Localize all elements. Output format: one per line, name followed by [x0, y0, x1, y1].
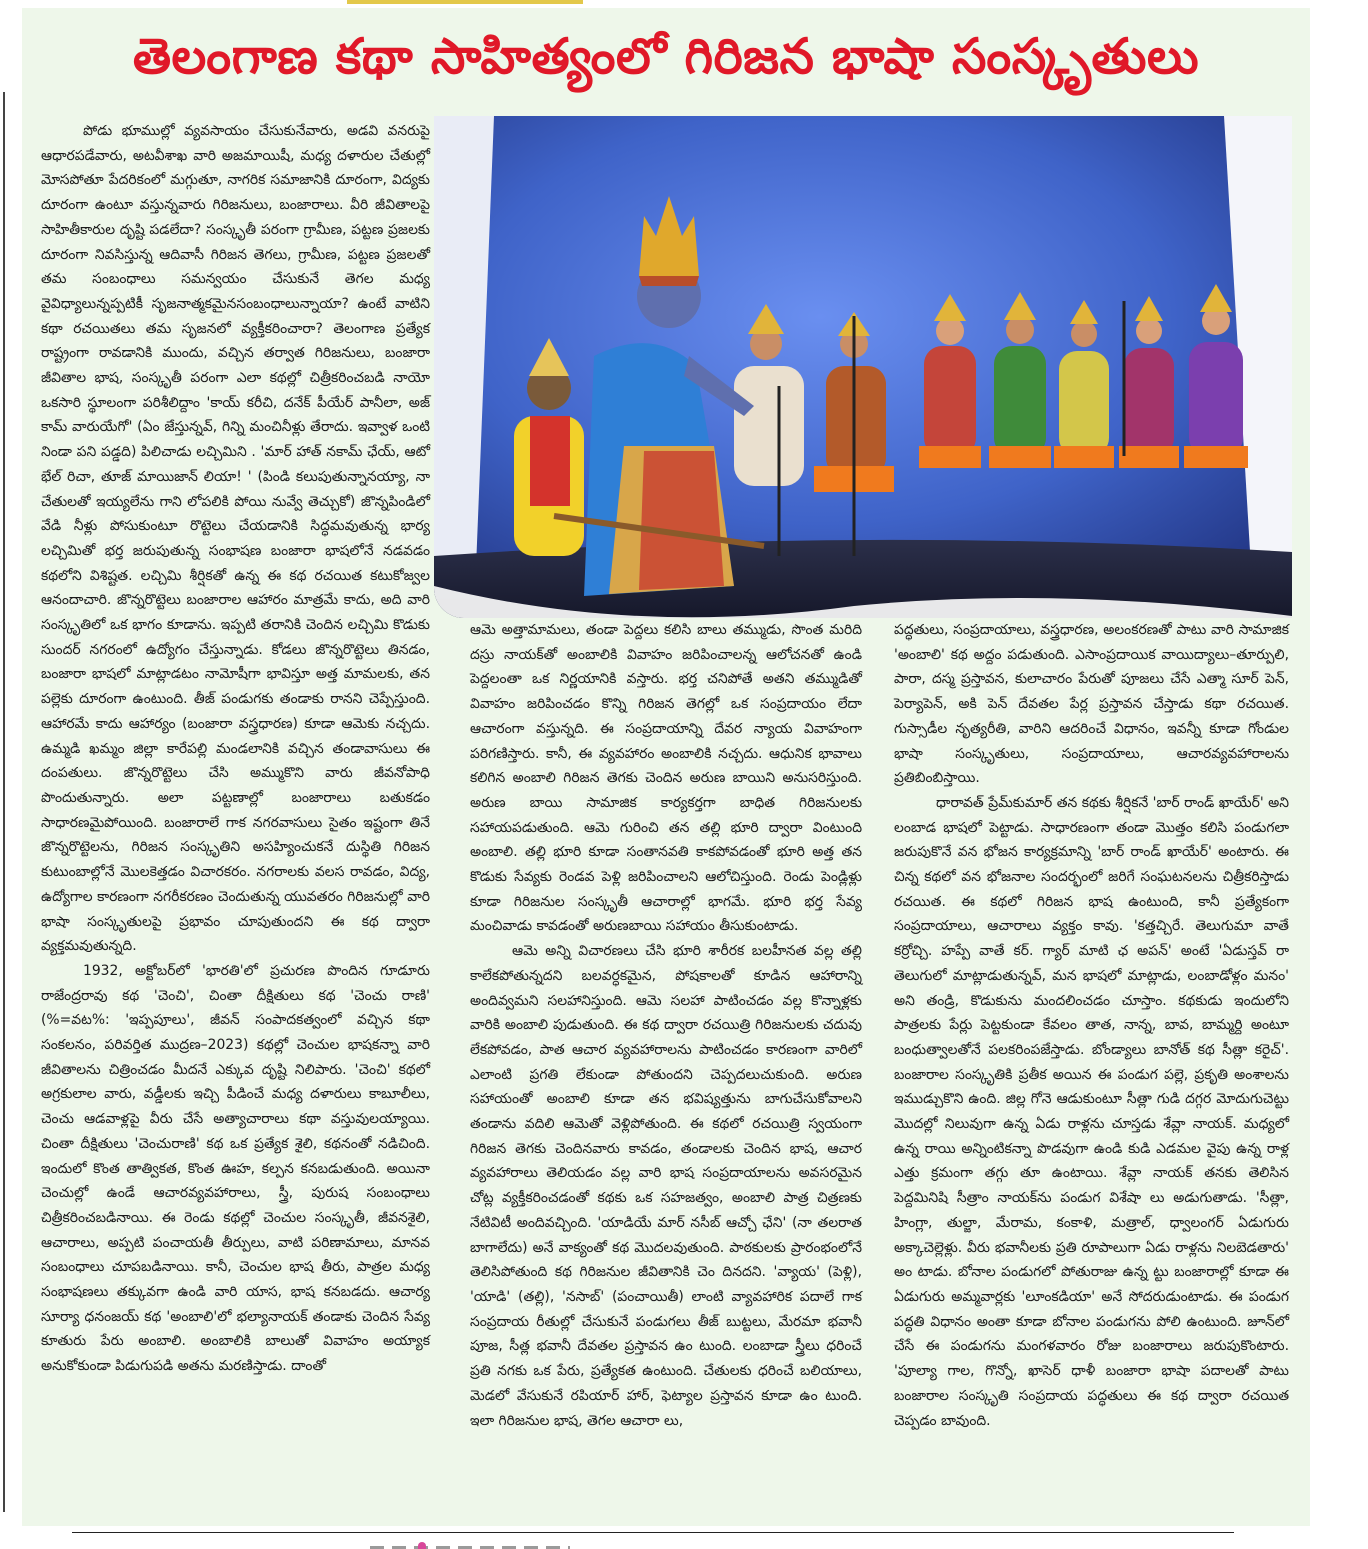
- paragraph: 1932, అక్టోబర్‌లో 'భారతి'లో ప్రచురణ పొందిన గూడూరు రాజేంద్రరావు కథ 'చెంచి', చింతా దీక్షితులు కథ 'చెంచు రాణి' (%=వట%: 'ఇప్పపూలు', జీవన్ సంపాదకత్వంలో వచ్చిన కథా సంకలనం, పరివర్తిత ముద్రణ–2023) కథల్లో చెంచుల భాషకన్నా వారి జీవితాలను చిత్రించడం మీదనే ఎక్కువ దృష్టి నిలిపారు. 'చెంచి' కథలో అగ్రకులాల వారు, వడ్డీలకు ఇచ్చి పీడించే మధ్య దళారులు కాబూలీలు, చెంచు ఆడవాళ్లపై వీరు చేసే అత్యాచారాలు కథా వస్తువులయ్యాయి. చింతా దీక్షితులు 'చెంచురాణి' కథ ఒక ప్రత్యేక శైలి, కథనంతో నడిచింది. ఇందులో కొంత తాత్వికత, కొంత ఊహ, కల్పన కనబడుతుంది. అయినా చెంచుల్లో ఉండే ఆచారవ్యవహారాలు, స్త్రీ, పురుష సంబంధాలు చిత్రీకరించబడినాయి. ఈ రెండు కథల్లో చెంచుల సంస్కృతీ, జీవనశైలి, ఆచారాలు, అప్పటి పంచాయతీ తీర్పులు, వాటి పరిణామాలు, మానవ సంబంధాలు చూపబడినాయి. కానీ, చెంచుల భాష తీరు, పాత్రల మధ్య సంభాషణలు తక్కువగా ఉండి వారి యాస, భాష కనబడదు. ఆచార్య సూర్యా ధనంజయ్ కథ 'అంబాలి'లో భల్యానాయక్ తండాకు చెందిన సేవ్య కూతురు పేరు అంబాలి. అంబాలికి బాలుతో వివాహం అయ్యాక అనుకోకుండా పిడుగుపడి అతను మరణిస్తాడు. దాంతో: [41, 962, 430, 1375]
- article-page: [22, 8, 1310, 1526]
- page-edge-rule: [3, 92, 5, 1512]
- paragraph: ఆమె అన్ని విచారణలు చేసి భూరి శారీరక బలహీనత వల్ల తల్లి కాలేకపోతున్నదని బలవర్ధకమైన, పోషకాలతో కూడిన ఆహారాన్ని అందివ్వమని సలహానిస్తుంది. ఆమె సలహా పాటించడం వల్ల కొన్నాళ్లకు వారికి అంబాలి పుడుతుంది. ఈ కథ ద్వారా రచయిత్రి గిరిజనులకు చదువు లేకపోవడం, పాత ఆచార వ్యవహారాలను పాటించడం కారణంగా వారిలో ఎలాంటి ప్రగతి లేకుండా పోతుందని చెప్పదలుచుకుంది. అరుణ సహాయంతో అంబాలి కూడా తన భవిష్యత్తును బాగుచేసుకోవాలని తండాను వదిలి ఆమెతో వెళ్లిపోతుంది. ఈ కథలో రచయిత్రి స్వయంగా గిరిజన తెగకు చెందినవారు కావడం, తండాలకు చెందిన భాష, ఆచార వ్యవహారాలు తెలియడం వల్ల వారి భాష సంప్రదాయాలను అవసరమైన చోట్ల వ్యక్తీకరించడంతో కథకు ఒక సహజత్వం, అంబాలి పాత్ర చిత్రణకు నేటివిటీ అందివచ్చింది. 'యాడియే మార్ నసీబ్ ఆచ్చో ఛేని' (నా తలరాత బాగాలేదు) అనే వాక్యంతో కథ మొదలవుతుంది. పాఠకులకు ప్రారంభంలోనే తెలిసిపోతుంది కథ గిరిజనుల జీవితానికి చెం దినదని. 'వ్యాయ' (పెళ్లి), 'యాడి' (తల్లి), 'నసాబ్' (పంచాయితీ) లాంటి వ్యావహారిక పదాలే గాక సంప్రదాయ రీతుల్లో చేసుకునే పండుగలు తీజ్ బుట్టలు, మేరమా భవానీ పూజ, సీత్ల భవానీ దేవతల ప్రస్తావన ఉం టుంది. లంబాడా స్త్రీలు ధరించే ప్రతి నగకు ఒక పేరు, ప్రత్యేకత ఉంటుంది. చేతులకు ధరించే బలియాలు, మెడలో వేసుకునే రపియార్ హార్, ఫెట్యాల ప్రస్తావన కూడా ఉం టుంది. ఇలా గిరిజనుల భాష, తెగల ఆచారా లు,: [470, 943, 862, 1429]
- paragraph: ధారావత్ ప్రేమ్‌కుమార్ తన కథకు శీర్షికనే 'బార్ రాండ్ ఖాయేర్' అని లంబాడ భాషలో పెట్టాడు. సాధారణంగా తండా మొత్తం కలిసి పండుగలా జరుపుకొనే వన భోజన కార్యక్రమాన్ని 'బార్ రాండ్ ఖాయేర్' అంటారు. ఈ చిన్న కథలో వన భోజనాల సందర్భంలో జరిగే సంఘటనలను చిత్రీకరిస్తాడు రచయిత. ఈ కథలో గిరిజన భాష ఉంటుంది, కానీ ప్రత్యేకంగా సంప్రదాయాలు, ఆచారాలు వ్యక్తం కావు. 'కత్తచ్చిరే. తెలుగుమా వాతే కర్రోచ్చి. హప్పే వాతే కర్. గ్యార్ మాటి ఛ అపన్' అంటే 'ఏడుస్తవ్ రా తెలుగులో మాట్లాడుతున్నవ్, మన భాషలో మాట్లాడు, లంబాడోళ్లం మనం' అని తండ్రి, కొడుకును మందలించడం చూస్తాం. కథకుడు ఇందులోని పాత్రలకు పేర్లు పెట్టకుండా కేవలం తాత, నాన్న, బావ, బామ్మర్ది అంటూ బంధుత్వాలతోనే పలకరింపజేస్తాడు. బోండ్యాలు బానోత్ కథ సీత్లా కరైచ్'. బంజారాల సంస్కృతికి ప్రతీక అయిన ఈ పండుగ పల్లె, ప్రకృతి అంశాలను ఇముడ్చుకొని ఉంది. జిల్ల గోనె ఆడుకుంటూ సీత్లా గుడి దగ్గర మోదుగుచెట్టు మొదల్లో నిలువుగా ఉన్న ఏడు రాళ్లను చూస్తడు శేవ్లా నాయక్. మధ్యలో ఉన్న రాయి అన్నింటికన్నా పొడవుగా ఉండి కుడి ఎడమల వైపు ఉన్న రాళ్ల ఎత్తు క్రమంగా తగ్గు తూ ఉంటాయి. శేవ్లా నాయక్ తనకు తెలిసిన పెద్దమినిషి సీత్రాం నాయక్‌ను పండుగ విశేషా లు అడుగుతాడు. 'సీత్లా, హింగ్లా, తుల్జా, మేరామ, కంకాళి, మత్రాల్, ధ్వాలంగర్ ఏడుగురు అక్కాచెల్లెళ్లు. వీరు భవానీలకు ప్రతి రూపాలుగా ఏడు రాళ్లను నిలబెడతారు' అం టాడు. బోనాల పండుగలో పోతురాజు ఉన్న ట్టు బంజారాల్లో కూడా ఈ ఏడుగురు అమ్మవార్లకు 'లూంకడియా' అనే సోదరుడుంటాడు. ఈ పండుగ పద్ధతి విధానం అంతా కూడా బోనాల పండుగను పోలి ఉంటుంది. జూన్‌లో చేసే ఈ పండుగను మంగళవారం రోజు బంజారాలు జరుపుకొంటారు. 'పూల్యా గాల, గొన్నో, ఖాసెర్ ధాళీ బంజారా భాషా పదాలతో పాటు బంజారాల సంస్కృతి సంప్రదాయ పద్ధతులు ఈ కథ ద్వారా రచయిత చెప్పడం బావుంది.: [894, 794, 1289, 1429]
- article-column-left: [41, 119, 430, 1524]
- stage-performance-photo-icon: [434, 116, 1292, 618]
- top-color-strip: [347, 0, 583, 4]
- paragraph: ఆమె అత్తామామలు, తండా పెద్దలు కలిసి బాలు తమ్ముడు, సొంత మరిది దస్రు నాయక్‌తో అంబాలికి వివాహం జరిపించాలన్న ఆలోచనతో ఉండి పెద్దలంతా ఒక నిర్ణయానికి వస్తారు. భర్త చనిపోతే అతని తమ్ముడితో వివాహం జరిపించడం కొన్ని గిరిజన తెగల్లో ఒక సంప్రదాయం లేదా ఆచారంగా వస్తున్నది. ఈ సంప్రదాయాన్ని దేవర న్యాయ వివాహంగా పరిగణిస్తారు. కానీ, ఈ వ్యవహారం అంబాలికి నచ్చదు. ఆధునిక భావాలు కలిగిన అంబాలి గిరిజన తెగకు చెందిన అరుణ బాయిని అనుసరిస్తుంది. అరుణ బాయి సామాజిక కార్యకర్తగా బాధిత గిరిజనులకు సహాయపడుతుంది. ఆమె గురించి తన తల్లి భూరి ద్వారా వింటుంది అంబాలి. తల్లి భూరి కూడా సంతానవతి కాకపోవడంతో భూరి అత్త తన కొడుకు సేవ్యకు రెండవ పెళ్లి జరిపించాలని ఆలోచిస్తుంది. రెండు పెండ్లిళ్లు కూడా గిరిజనుల సంస్కృతీ ఆచారాల్లో భాగమే. భూరి భర్త సేవ్య మంచివాడు కావడంతో అరుణబాయి సహాయం తీసుకుంటాడు.: [470, 622, 862, 935]
- article-column-middle: [470, 618, 862, 1524]
- article-photo: [434, 116, 1292, 618]
- paragraph: పోడు భూముల్లో వ్యవసాయం చేసుకునేవారు, అడవి వనరుపై ఆధారపడేవారు, అటవీశాఖ వారి అజమాయిషీ, మధ్య దళారుల చేతుల్లో మోసపోతూ పేదరికంలో మగ్గుతూ, నాగరిక సమాజానికి దూరంగా, విద్యకు దూరంగా ఉంటూ వస్తున్నవారు గిరిజనులు, బంజారాలు. వీరి జీవితాలపై సాహితీకారుల దృష్టి పడలేదా? సంస్కృతీ పరంగా గ్రామీణ, పట్టణ ప్రజలకు దూరంగా నివసిస్తున్న ఆదివాసీ గిరిజన తెగలు, గ్రామీణ, పట్టణ ప్రజలతో తమ సంబంధాలు సమన్వయం చేసుకునే తెగల మధ్య వైవిధ్యాలున్నప్పటికీ సృజనాత్మకమైనసంబంధాలున్నాయా? ఉంటే వాటిని కథా రచయితలు తమ సృజనలో వ్యక్తీకరించారా? తెలంగాణ ప్రత్యేక రాష్ట్రంగా రావడానికి ముందు, వచ్చిన తర్వాత గిరిజనులు, బంజారా జీవితాల భాష, సంస్కృతీ పరంగా ఎలా కథల్లో చిత్రీకరించబడి నాయో ఒకసారి స్థూలంగా పరిశీలిద్దాం 'కాయ్ కరీచి, దనేక్ పీయేర్ పానీలా, అజ్ కామ్ వారుయేగో' (ఏం జేస్తున్నవ్, గిన్ని మంచినీళ్లు తేరాదు. ఇవ్వాళ ఒంటి నిండా పని పడ్డది) పిలిచాడు లచ్చిమిని . 'మార్ హాత్ నకామ్ ఛేయ్, ఆటో భేల్ రిచా, తూజ్ మాయిజాన్ లియా! ' (పిండి కలుపుతున్నానయ్యా, నా చేతులతో ఇయ్యలేను గాని లోపలికి పోయి నువ్వే తెచ్చుకో) జొన్నపిండిలో వేడి నీళ్లు పోసుకుంటూ రొట్టెలు చేయడానికి సిద్ధమవుతున్న భార్య లచ్చిమితో భర్త జరుపుతున్న సంభాషణ బంజారా భాషలోనే నడవడం కథలోని విశిష్టత. లచ్చిమి శీర్షికతో ఉన్న ఈ కథ రచయిత కటుకోజ్వల ఆనందాచారి. జొన్నరొట్టెలు బంజారాల ఆహారం మాత్రమే కాదు, అది వారి సంస్కృతిలో ఒక భాగం కూడాను. ఇప్పటి తరానికి చెందిన లచ్చిమి కొడుకు సుందర్ నగరంలో ఉద్యోగం చేస్తున్నాడు. కోడలు జొన్నరొట్టెలు తినడం, బంజారా భాషలో మాట్లాడటం నామోషీగా భావిస్తూ అత్త మామలకు, తన పల్లెకు దూరంగా ఉంటుంది. తీజ్ పండుగకు తండాకు రానని చెప్పేస్తుంది. ఆహారమే కాదు ఆహార్యం (బంజారా వస్త్రధారణ) కూడా ఆమెకు నచ్చదు. ఉమ్మడి ఖమ్మం జిల్లా కారేపల్లి మండలానికి వచ్చిన తండావాసులు ఈ దంపతులు. జొన్నరొట్టెలు చేసి అమ్ముకొని వారు జీవనోపాధి పొందుతున్నారు. అలా పట్టణాల్లో బంజారాలు బతుకడం సాధారణమైపోయింది. బంజారాలే గాక నగరవాసులు సైతం ఇష్టంగా తినే జొన్నరొట్టెలను, గిరిజన సంస్కృతిని అసహ్యించుకనే దుస్థితి గిరిజన కుటుంబాల్లోనే మొలకెత్తడం విచారకరం. నగరాలకు వలస రావడం, విద్య, ఉద్యోగాల కారణంగా నగరీకరణం చెందుతున్న యువతరం గిరిజనుల్లో వారి భాషా సంస్కృతులపై ప్రభావం చూపుతుందని ఈ కథ ద్వారా వ్యక్తమవుతున్నది.: [41, 123, 430, 955]
- footer-rule: [72, 1532, 1234, 1533]
- footer-logo-icon: [418, 1542, 426, 1549]
- paragraph: పద్ధతులు, సంప్రదాయాలు, వస్త్రధారణ, అలంకరణతో పాటు వారి సామాజిక 'అంబాలి' కథ అద్దం పడుతుంది. ఎసాంప్రదాయిక వాయిద్యాలు–తూర్పులి, పారా, దస్మ ప్రస్తావన, కులాచారం పేరుతో పూజలు చేసే ఎత్మా సూర్ పెన్, పెర్యాపెన్, అకి పెన్ దేవతల పేర్ల ప్రస్తావన చేస్తాడు కథా రచయిత. గుస్సాడీల నృత్యరీతి, వారిని ఆదరించే విధానం, ఇవన్నీ కూడా గోండుల భాషా సంస్కృతులు, సంప్రదాయాలు, ఆచారవ్యవహారాలను ప్రతిబింబిస్తాయి.: [894, 622, 1289, 787]
- article-column-right: [894, 618, 1289, 1524]
- article-headline: తెలంగాణ కథా సాహిత్యంలో గిరిజన భాషా సంస్కృతులు: [132, 27, 1200, 85]
